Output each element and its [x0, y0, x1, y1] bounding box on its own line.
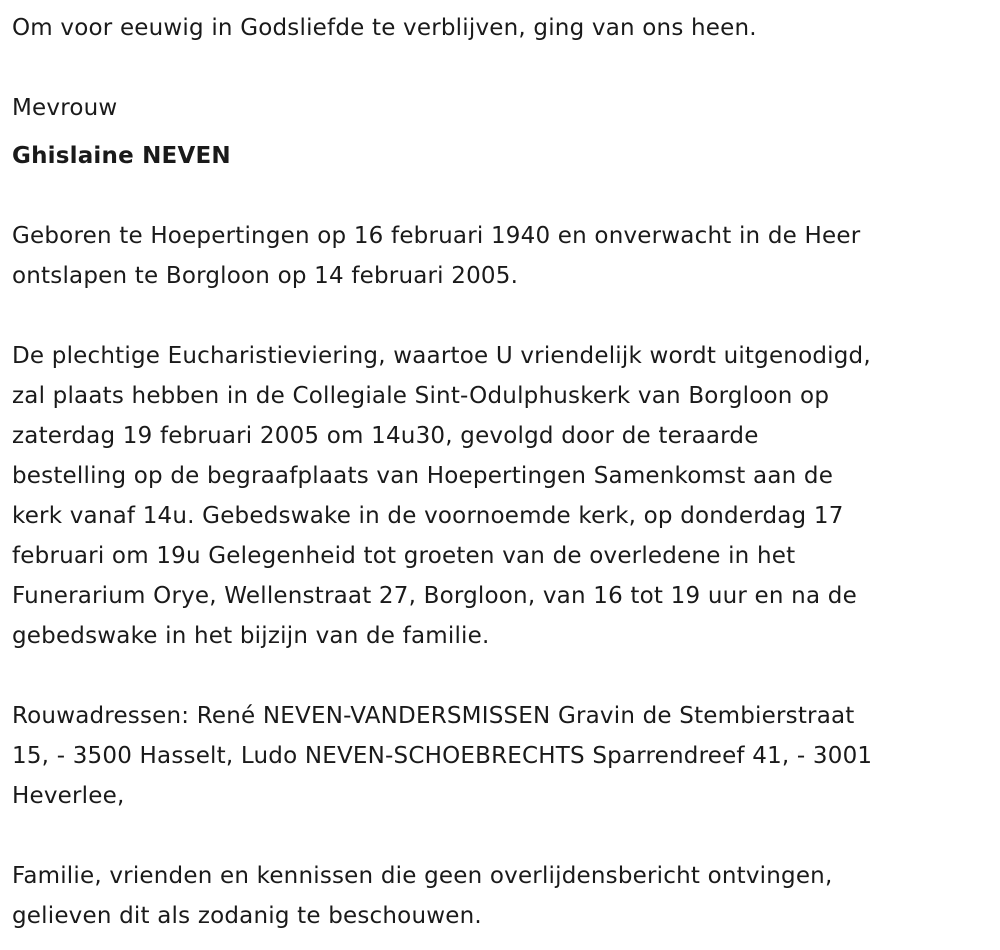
- text-line: De plechtige Eucharistieviering, waartoe U vriendelijk wordt uitgenodigd,: [12, 343, 871, 369]
- text-line: Rouwadressen: René NEVEN-VANDERSMISSEN Gravin de Stembierstraat: [12, 703, 855, 729]
- birth-paragraph: [12, 216, 1000, 296]
- salutation: Mevrouw: [12, 95, 118, 121]
- text-line: Funerarium Orye, Wellenstraat 27, Borgloon, van 16 tot 19 uur en na de: [12, 583, 857, 609]
- spacer: [12, 128, 1000, 136]
- intro-text: Om voor eeuwig in Godsliefde te verblijven, ging van ons heen.: [12, 15, 757, 41]
- text-line: gebedswake in het bijzijn van de familie.: [12, 623, 490, 649]
- text-line: gelieven dit als zodanig te beschouwen.: [12, 903, 482, 929]
- spacer: [12, 48, 1000, 88]
- text-line: Familie, vrienden en kennissen die geen overlijdensbericht ontvingen,: [12, 863, 833, 889]
- text-line: kerk vanaf 14u. Gebedswake in de voornoemde kerk, op donderdag 17: [12, 503, 844, 529]
- text-line: februari om 19u Gelegenheid tot groeten van de overledene in het: [12, 543, 796, 569]
- text-line: 15, - 3500 Hasselt, Ludo NEVEN-SCHOEBRECHTS Sparrendreef 41, - 3001: [12, 743, 873, 769]
- spacer: [12, 656, 1000, 696]
- closing-paragraph: [12, 856, 1000, 936]
- text-line: zaterdag 19 februari 2005 om 14u30, gevolgd door de teraarde: [12, 423, 759, 449]
- text-line: zal plaats hebben in de Collegiale Sint-Odulphuskerk van Borgloon op: [12, 383, 830, 409]
- text-line: Geboren te Hoepertingen op 16 februari 1940 en onverwacht in de Heer: [12, 223, 861, 249]
- text-line: ontslapen te Borgloon op 14 februari 2005.: [12, 263, 519, 289]
- spacer: [12, 176, 1000, 216]
- text-line: bestelling op de begraafplaats van Hoepertingen Samenkomst aan de: [12, 463, 834, 489]
- deceased-name: Ghislaine NEVEN: [12, 143, 231, 169]
- text-line: Heverlee,: [12, 783, 125, 809]
- spacer: [12, 296, 1000, 336]
- ceremony-paragraph: [12, 336, 1000, 656]
- spacer: [12, 816, 1000, 856]
- addresses-paragraph: [12, 696, 1000, 816]
